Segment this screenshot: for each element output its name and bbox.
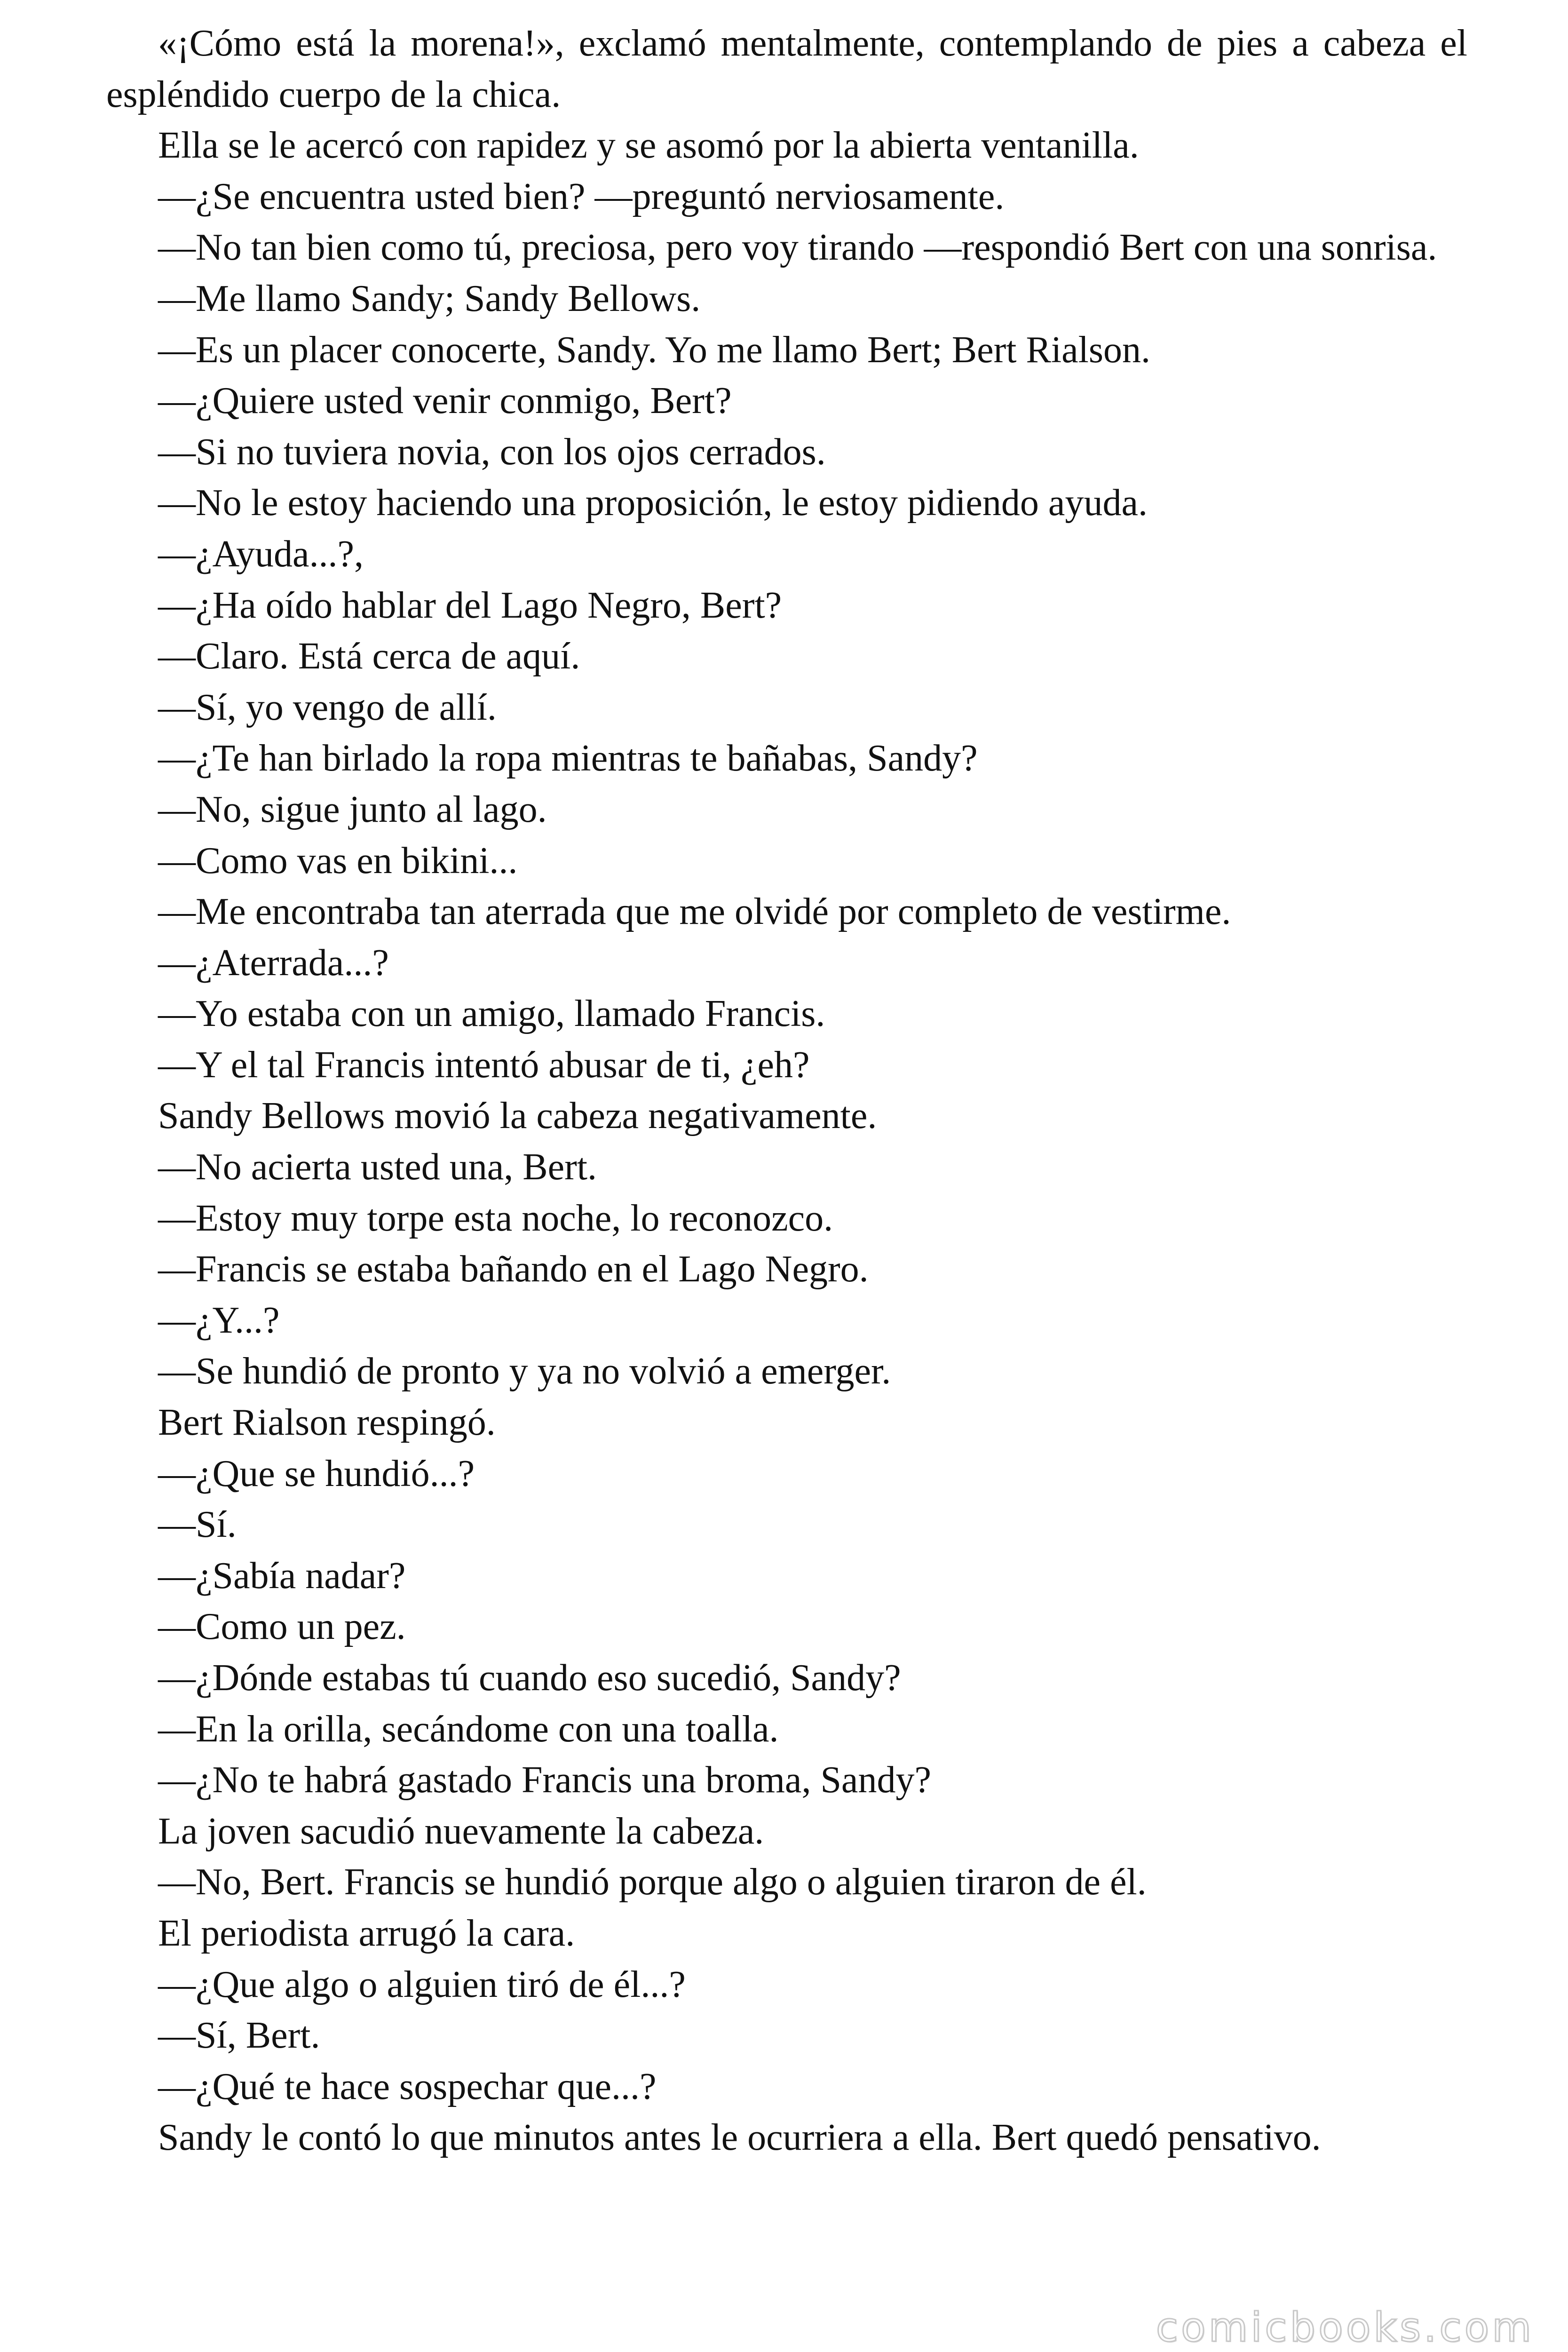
- paragraph: Sandy le contó lo que minutos antes le ocurriera a ella. Bert quedó pensativo.: [158, 2117, 1321, 2159]
- watermark: comicbooks.com: [1156, 2304, 1534, 2351]
- paragraph: —¿Ayuda...?,: [158, 533, 364, 575]
- paragraph: —Sí.: [158, 1504, 237, 1546]
- paragraph: —Como un pez.: [158, 1606, 406, 1648]
- paragraph: —Se hundió de pronto y ya no volvió a emerger.: [158, 1351, 891, 1392]
- paragraph: —¿Sabía nadar?: [158, 1555, 406, 1597]
- paragraph: —¿Aterrada...?: [158, 942, 389, 984]
- paragraph: —¿No te habrá gastado Francis una broma, Sandy?: [158, 1759, 931, 1801]
- paragraph: —No acierta usted una, Bert.: [158, 1146, 597, 1188]
- paragraph: —Si no tuviera novia, con los ojos cerrados.: [158, 431, 826, 473]
- body-text: [106, 18, 1467, 2163]
- paragraph: —Me llamo Sandy; Sandy Bellows.: [158, 278, 701, 319]
- paragraph: Ella se le acercó con rapidez y se asomó por la abierta ventanilla.: [158, 125, 1139, 167]
- paragraph: Bert Rialson respingó.: [158, 1402, 496, 1444]
- paragraph: «¡Cómo está la morena!», exclamó mentalmente, contemplando de pies a cabeza el espléndido cuerpo de la chica.: [106, 23, 1467, 115]
- paragraph: —Sí, yo vengo de allí.: [158, 686, 497, 728]
- paragraph: Sandy Bellows movió la cabeza negativamente.: [158, 1095, 877, 1137]
- paragraph: —En la orilla, secándome con una toalla.: [158, 1708, 779, 1750]
- paragraph: —Es un placer conocerte, Sandy. Yo me llamo Bert; Bert Rialson.: [158, 329, 1150, 371]
- paragraph: —¿Quiere usted venir conmigo, Bert?: [158, 380, 732, 422]
- paragraph: El periodista arrugó la cara.: [158, 1912, 575, 1954]
- paragraph: —No, Bert. Francis se hundió porque algo o alguien tiraron de él.: [158, 1861, 1147, 1903]
- paragraph: —No, sigue junto al lago.: [158, 788, 547, 830]
- paragraph: —Me encontraba tan aterrada que me olvidé por completo de vestirme.: [158, 891, 1231, 933]
- paragraph: —¿Ha oído hablar del Lago Negro, Bert?: [158, 584, 782, 626]
- paragraph: —¿Que algo o alguien tiró de él...?: [158, 1963, 686, 2005]
- paragraph: —Y el tal Francis intentó abusar de ti, ¿eh?: [158, 1044, 810, 1086]
- paragraph: —No le estoy haciendo una proposición, le estoy pidiendo ayuda.: [158, 482, 1148, 524]
- paragraph: —¿Qué te hace sospechar que...?: [158, 2066, 657, 2107]
- paragraph: La joven sacudió nuevamente la cabeza.: [158, 1810, 764, 1852]
- paragraph: —¿Que se hundió...?: [158, 1453, 475, 1494]
- paragraph: —Claro. Está cerca de aquí.: [158, 636, 580, 677]
- paragraph: —Francis se estaba bañando en el Lago Negro.: [158, 1248, 869, 1290]
- paragraph: —¿Te han birlado la ropa mientras te bañabas, Sandy?: [158, 738, 978, 779]
- paragraph: —Sí, Bert.: [158, 2015, 320, 2057]
- paragraph: —¿Dónde estabas tú cuando eso sucedió, Sandy?: [158, 1657, 901, 1699]
- paragraph: —¿Se encuentra usted bien? —preguntó nerviosamente.: [158, 175, 1005, 217]
- paragraph: —No tan bien como tú, preciosa, pero voy tirando —respondió Bert con una sonrisa.: [158, 227, 1437, 269]
- paragraph: —Como vas en bikini...: [158, 840, 518, 882]
- paragraph: —Estoy muy torpe esta noche, lo reconozco.: [158, 1197, 833, 1239]
- paragraph: —Yo estaba con un amigo, llamado Francis.: [158, 993, 825, 1035]
- paragraph: —¿Y...?: [158, 1299, 280, 1341]
